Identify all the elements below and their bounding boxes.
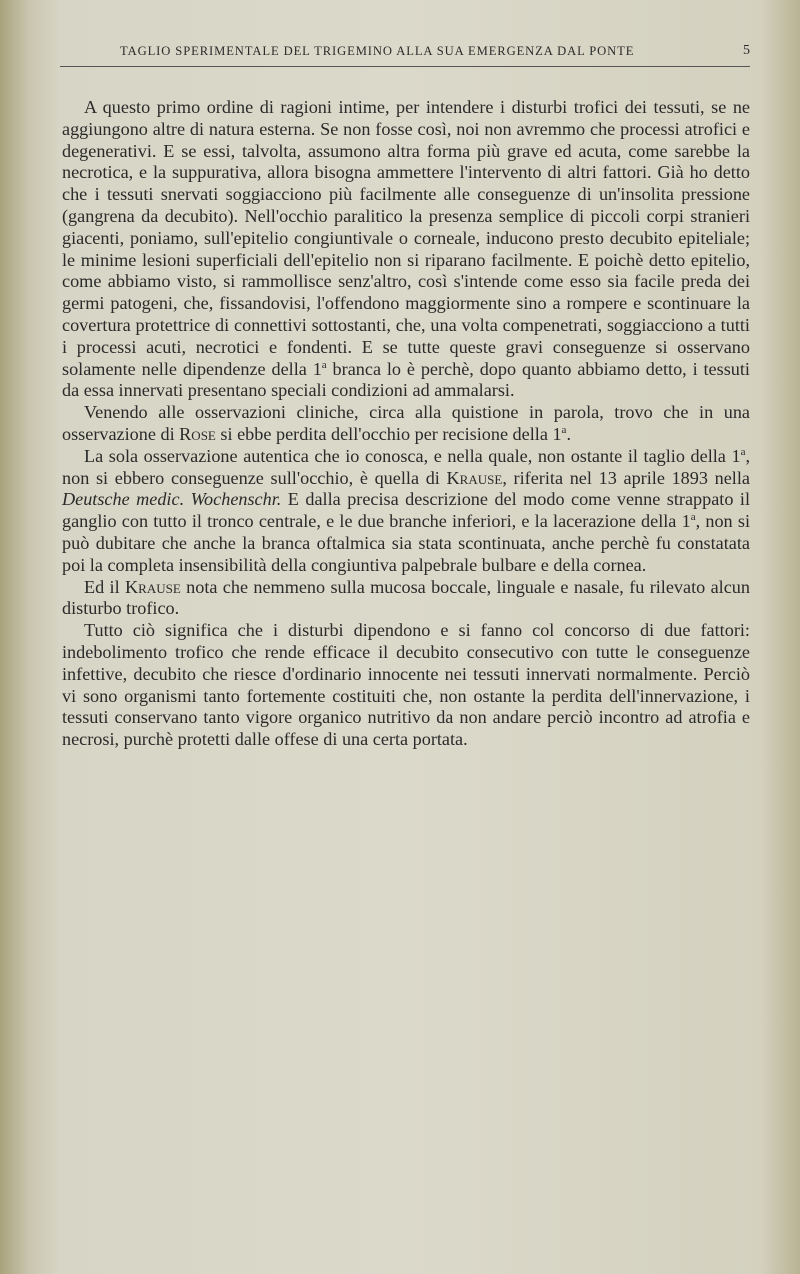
journal-title: Deutsche medic. Wochenschr.	[62, 489, 282, 510]
page-number: 5	[743, 43, 750, 58]
text-run: Venendo alle osservazioni cliniche, circa alla quistione in parola, trovo che in una osservazione di	[62, 402, 750, 444]
text-run: , non si può dubitare che anche la branca oftalmica sia stata scontinuata, anche perchè fu constatata poi la completa insensibilità della congiuntiva palpebrale bulbare e della cornea.	[62, 511, 750, 575]
paragraph	[62, 446, 750, 577]
running-title: TAGLIO SPERIMENTALE DEL TRIGEMINO ALLA SUA EMERGENZA DAL PONTE	[120, 44, 635, 58]
superscript: a	[740, 445, 746, 458]
text-run: Ed il	[84, 576, 126, 597]
text-run: , riferita nel 13 aprile 1893 nella	[502, 467, 750, 488]
text-run: A questo primo ordine di ragioni intime, per intendere i disturbi trofici dei tessuti, se ne aggiungono altre di natura esterna. Se non fosse così, noi non avremmo che processi atrofici e degenerativi. E se essi, talvolta, assumono altra forma più grave ed acuta, come sarebbe la necrotica, e la suppurativa, allora bisogna ammettere l'intervento di altri fattori. Già ho detto che i tessuti snervati soggiacciono più facilmente alle conseguenze di un'insolita pressione (gangrena da decubito). Nell'occhio paralitico la presenza semplice di piccoli corpi stranieri giacenti, poniamo, sull'epitelio congiuntivale o corneale, inducono presto decubito epiteliale; le minime lesioni superficiali dell'epitelio non si riparano facilmente. E poichè detto epitelio, come abbiamo visto, si rammollisce senz'altro, così s'intende come esso sia facile preda dei germi patogeni, che, fissandovisi, l'offendono maggiormente sino a rompere e scontinuare la covertura protettrice di connettivi sottostanti, che, una volta compenetrati, soggiacciono a tutti i processi acuti, necrotici e fondenti. E se tutte queste gravi conseguenze si osservano solamente nelle dipendenze della 1	[62, 97, 750, 379]
body-text	[62, 97, 750, 751]
paragraph	[62, 577, 750, 621]
superscript: a	[321, 358, 327, 371]
paragraph	[62, 620, 750, 751]
text-run: .	[566, 423, 571, 444]
text-run: , non si ebbero conseguenze sull'occhio, è quella di	[62, 445, 750, 488]
superscript: a	[690, 511, 696, 524]
page-header	[60, 44, 750, 67]
text-run: La sola osservazione autentica che io conosca, e nella quale, non ostante il taglio della 1	[84, 445, 741, 466]
text-run: nota che nemmeno sulla mucosa boccale, linguale e nasale, fu rilevato alcun disturbo trofico.	[62, 576, 750, 619]
text-run: si ebbe perdita dell'occhio per recisione della 1	[215, 423, 562, 444]
paragraph	[62, 97, 750, 402]
paragraph	[62, 402, 750, 446]
author-name: Krause	[446, 467, 503, 488]
text-run: E dalla precisa descrizione del modo come venne strappato il ganglio con tutto il tronco centrale, e le due branche inferiori, e la lacerazione della 1	[62, 489, 751, 532]
text-run: Tutto ciò significa che i disturbi dipendono e si fanno col concorso di due fattori: indebolimento trofico che rende efficace il decubito consecutivo con tutte le conseguenze infettive, decubito che riesce d'ordinario innocente nei tessuti innervati normalmente. Perciò vi sono organismi tanto fortemente costituiti che, non ostante la perdita dell'innervazione, i tessuti conservano tanto vigore organico nutritivo da non andare perciò incontro ad atrofia e necrosi, purchè protetti dalle offese di una certa portata.	[62, 620, 750, 750]
text-run: branca lo è perchè, dopo quanto abbiamo detto, i tessuti da essa innervati presentano speciali condizioni ad ammalarsi.	[62, 358, 750, 401]
author-name: Rose	[179, 423, 216, 444]
author-name: Krause	[125, 576, 181, 597]
superscript: a	[561, 423, 567, 436]
